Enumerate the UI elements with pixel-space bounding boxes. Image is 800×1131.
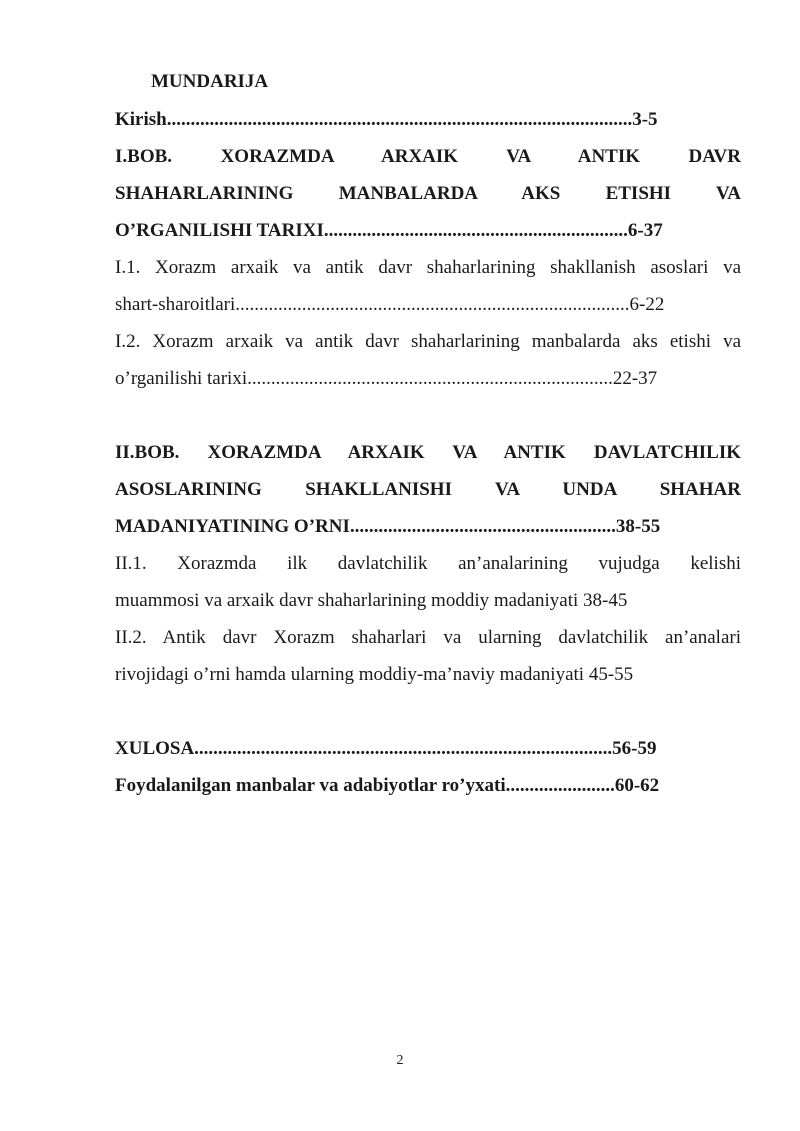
toc-title: MUNDARIJA [151, 71, 269, 92]
toc-entry-chapter-2-line-3: MADANIYATINING O’RNI........................................................38-55 [115, 516, 661, 537]
toc-entry-section-1-2-line-1: I.2. Xorazm arxaik va antik davr shaharlarining manbalarda aks etishi va [115, 331, 741, 352]
toc-entry-section-1-1-line-1: I.1. Xorazm arxaik va antik davr shaharlarining shakllanish asoslari va [115, 257, 741, 278]
toc-entry-kirish: Kirish..................................................................................................3-5 [115, 109, 658, 130]
toc-entry-chapter-2-line-2: ASOSLARINING SHAKLLANISHI VA UNDA SHAHAR [115, 479, 741, 500]
toc-entry-section-2-1-line-1: II.1. Xorazmda ilk davlatchilik an’analarining vujudga kelishi [115, 553, 741, 574]
toc-entry-references: Foydalanilgan manbalar va adabiyotlar ro’yxati.......................60-62 [115, 775, 660, 796]
toc-entry-chapter-1-line-1: I.BOB. XORAZMDA ARXAIK VA ANTIK DAVR [115, 146, 741, 167]
toc-entry-chapter-2-line-1: II.BOB. XORAZMDA ARXAIK VA ANTIK DAVLATCHILIK [115, 442, 741, 463]
toc-entry-xulosa: XULOSA........................................................................................56-59 [115, 738, 657, 759]
document-page [115, 0, 741, 1131]
toc-entry-chapter-1-line-2: SHAHARLARINING MANBALARDA AKS ETISHI VA [115, 183, 741, 204]
toc-entry-section-2-2-line-1: II.2. Antik davr Xorazm shaharlari va ularning davlatchilik an’analari [115, 627, 741, 648]
page-number: 2 [396, 1053, 404, 1068]
toc-entry-chapter-1-line-3: O’RGANILISHI TARIXI................................................................6-37 [115, 220, 663, 241]
toc-entry-section-1-1-line-2: shart-sharoitlari...................................................................................6-22 [115, 294, 665, 315]
toc-entry-section-2-1-line-2: muammosi va arxaik davr shaharlarining moddiy madaniyati 38-45 [115, 590, 628, 611]
toc-entry-section-2-2-line-2: rivojidagi o’rni hamda ularning moddiy-ma’naviy madaniyati 45-55 [115, 664, 634, 685]
toc-entry-section-1-2-line-2: o’rganilishi tarixi.............................................................................22-37 [115, 368, 658, 389]
